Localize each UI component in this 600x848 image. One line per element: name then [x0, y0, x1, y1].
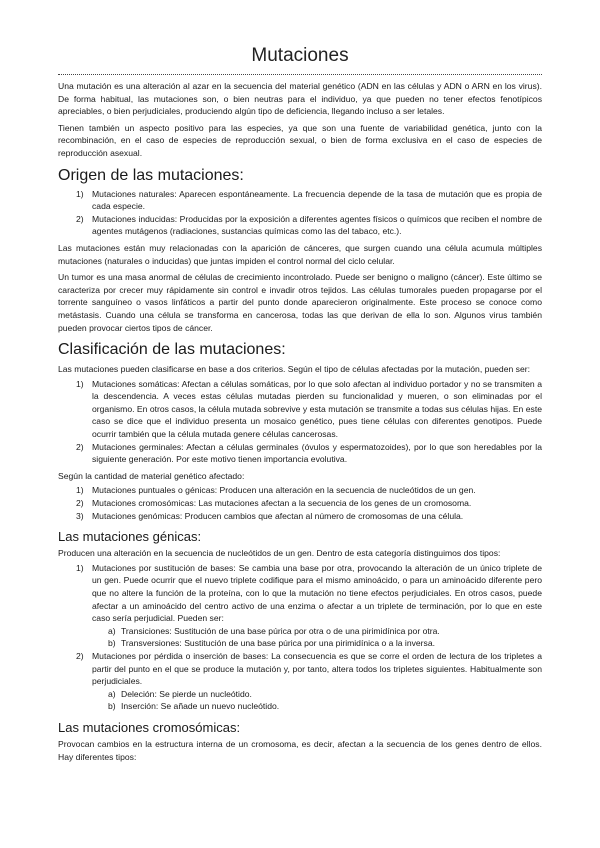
list-text: Mutaciones inducidas: Producidas por la exposición a diferentes agentes físicos o químicos que reciben el nombre de agentes mutágenos (radiaciones, sustancias químicas como las del tabaco, etc.). — [92, 213, 542, 237]
list-number: a) — [108, 688, 116, 699]
genicas-list — [58, 562, 542, 713]
tumor-paragraph: Un tumor es una masa anormal de células de crecimiento incontrolado. Puede ser benigno o maligno (cáncer). Este último se caracteriza por crecer muy rápidamente sin control e invadir otros tejidos. Las células tumorales pueden propagarse por el torrente sanguíneo o vasos linfáticos a partir del punto donde aparecieron originalmente. Este proceso se conoce como metástasis. Cuando una célula se transforma en cancerosa, todas las que derivan de ella lo son. Algunos virus también pueden provocar ciertos tipos de cáncer. — [58, 272, 542, 333]
list-number: 1) — [76, 188, 84, 199]
document-page — [58, 44, 542, 763]
list-number: 3) — [76, 510, 84, 521]
list-item — [58, 378, 542, 441]
clasificacion-heading: Clasificación de las mutaciones: — [58, 341, 286, 359]
list-number: 2) — [76, 650, 84, 661]
page-title: Mutaciones — [251, 45, 349, 66]
list-item — [58, 484, 542, 497]
list-text: Mutaciones naturales: Aparecen espontáneamente. La frecuencia depende de la tasa de mutación que es propia de cada especie. — [92, 188, 542, 212]
genicas-heading: Las mutaciones génicas: — [58, 529, 202, 545]
list-number: 1) — [76, 378, 84, 389]
list-number: 1) — [76, 562, 84, 573]
cromosomicas-intro: Provocan cambios en la estructura interna de un cromosoma, es decir, afectan a la secuencia de los genes dentro de ellos. Hay diferentes tipos: — [58, 738, 542, 762]
list-item — [58, 510, 542, 523]
list-text: Mutaciones por sustitución de bases: Se cambia una base por otra, provocando la alteración de un único triplete de un gen. Puede ocurrir que el nuevo triplete codifique para el mismo aminoácido, o para un aminoácido diferente pero que no altere la función de la proteína, con lo que la mutación no tiene efectos perjudiciales. En otros casos, puede afectar a un aminoácido del centro activo de una enzima o afectar a un triplete de terminación, por lo que en este caso sería perjudicial. Pueden ser: — [92, 562, 542, 624]
cantidad-list — [58, 484, 542, 522]
list-text: Mutaciones puntuales o génicas: Producen una alteración en la secuencia de nucleótidos de un gen. — [92, 485, 476, 496]
list-text: Transversiones: Sustitución de una base púrica por una pirimidínica o a la inversa. — [121, 638, 435, 649]
origen-list — [58, 188, 542, 238]
genicas-intro: Producen una alteración en la secuencia de nucleótidos de un gen. Dentro de esta categoría distinguimos dos tipos: — [58, 548, 501, 559]
list-text: Transiciones: Sustitución de una base púrica por otra o de una pirimidínica por otra. — [121, 625, 440, 636]
sub-list-item — [58, 637, 542, 650]
list-item — [58, 650, 542, 688]
list-item — [58, 213, 542, 238]
list-item — [58, 441, 542, 466]
intro-paragraph-1: Una mutación es una alteración al azar en la secuencia del material genético (ADN en las células y ADN o ARN en los virus). De forma habitual, las mutaciones son, o bien neutras para el individuo, ya que pueden no tener efectos fenotípicos apreciables, o bien perjudiciales, produciendo algún tipo de deficiencia, llegando incluso a ser letales. — [58, 81, 542, 117]
sub-list-item — [58, 625, 542, 638]
list-number: 2) — [76, 498, 84, 509]
intro-paragraph-2: Tienen también un aspecto positivo para las especies, ya que son una fuente de variabilidad genética, junto con la recombinación, en el caso de especies de reproducción sexual, o bien de forma exclusiva en el caso de especies de reproducción asexual. — [58, 122, 542, 158]
cancer-paragraph: Las mutaciones están muy relacionadas con la aparición de cánceres, que surgen cuando una célula acumula múltiples mutaciones (naturales o inducidas) que juntas impiden el control normal del ciclo celular. — [58, 242, 542, 266]
sub-list-item — [58, 700, 542, 713]
list-text: Deleción: Se pierde un nucleótido. — [121, 688, 252, 699]
list-text: Mutaciones germinales: Afectan a células germinales (óvulos y espermatozoides), por lo que son heredables por la siguiente generación. Por este motivo tienen importancia evolutiva. — [92, 441, 542, 465]
list-number: 2) — [76, 213, 84, 224]
list-text: Mutaciones genómicas: Producen cambios que afectan al número de cromosomas de una célula. — [92, 510, 464, 521]
list-number: b) — [108, 638, 116, 649]
list-number: 1) — [76, 485, 84, 496]
origen-heading: Origen de las mutaciones: — [58, 166, 244, 184]
clasificacion-intro: Las mutaciones pueden clasificarse en base a dos criterios. Según el tipo de células afectadas por la mutación, pueden ser: — [58, 364, 530, 375]
list-text: Inserción: Se añade un nuevo nucleótido. — [121, 701, 280, 712]
list-number: b) — [108, 701, 116, 712]
list-item — [58, 497, 542, 510]
list-text: Mutaciones somáticas: Afectan a células somáticas, por lo que solo afectan al individuo portador y no se transmiten a la descendencia. A veces estas células mutadas pierden su funcionalidad y mueren, o son eliminadas por el organismo. En otros casos, la célula mutada sobrevive y esta mutación se transmite a todas sus células hijas. En este caso se dice que el individuo presenta un mosaico genético, pues tiene células con diferentes genotipos. Puede ocurrir también que la célula mutada genere células cancerosas. — [92, 378, 542, 440]
title-divider — [58, 74, 542, 75]
cantidad-intro: Según la cantidad de material genético afectado: — [58, 470, 245, 481]
list-number: a) — [108, 625, 116, 636]
sub-list-item — [58, 688, 542, 701]
celulas-list — [58, 378, 542, 466]
list-item — [58, 188, 542, 213]
cromosomicas-heading: Las mutaciones cromosómicas: — [58, 719, 241, 735]
list-text: Mutaciones por pérdida o inserción de bases: La consecuencia es que se corre el orden de lectura de los tripletes a partir del punto en el que se produce la mutación y, por tanto, altera todos los tripletes siguientes. Habitualmente son perjudiciales. — [92, 650, 542, 687]
list-number: 2) — [76, 441, 84, 452]
list-item — [58, 562, 542, 625]
list-text: Mutaciones cromosómicas: Las mutaciones afectan a la secuencia de los genes de un cromosoma. — [92, 498, 472, 509]
